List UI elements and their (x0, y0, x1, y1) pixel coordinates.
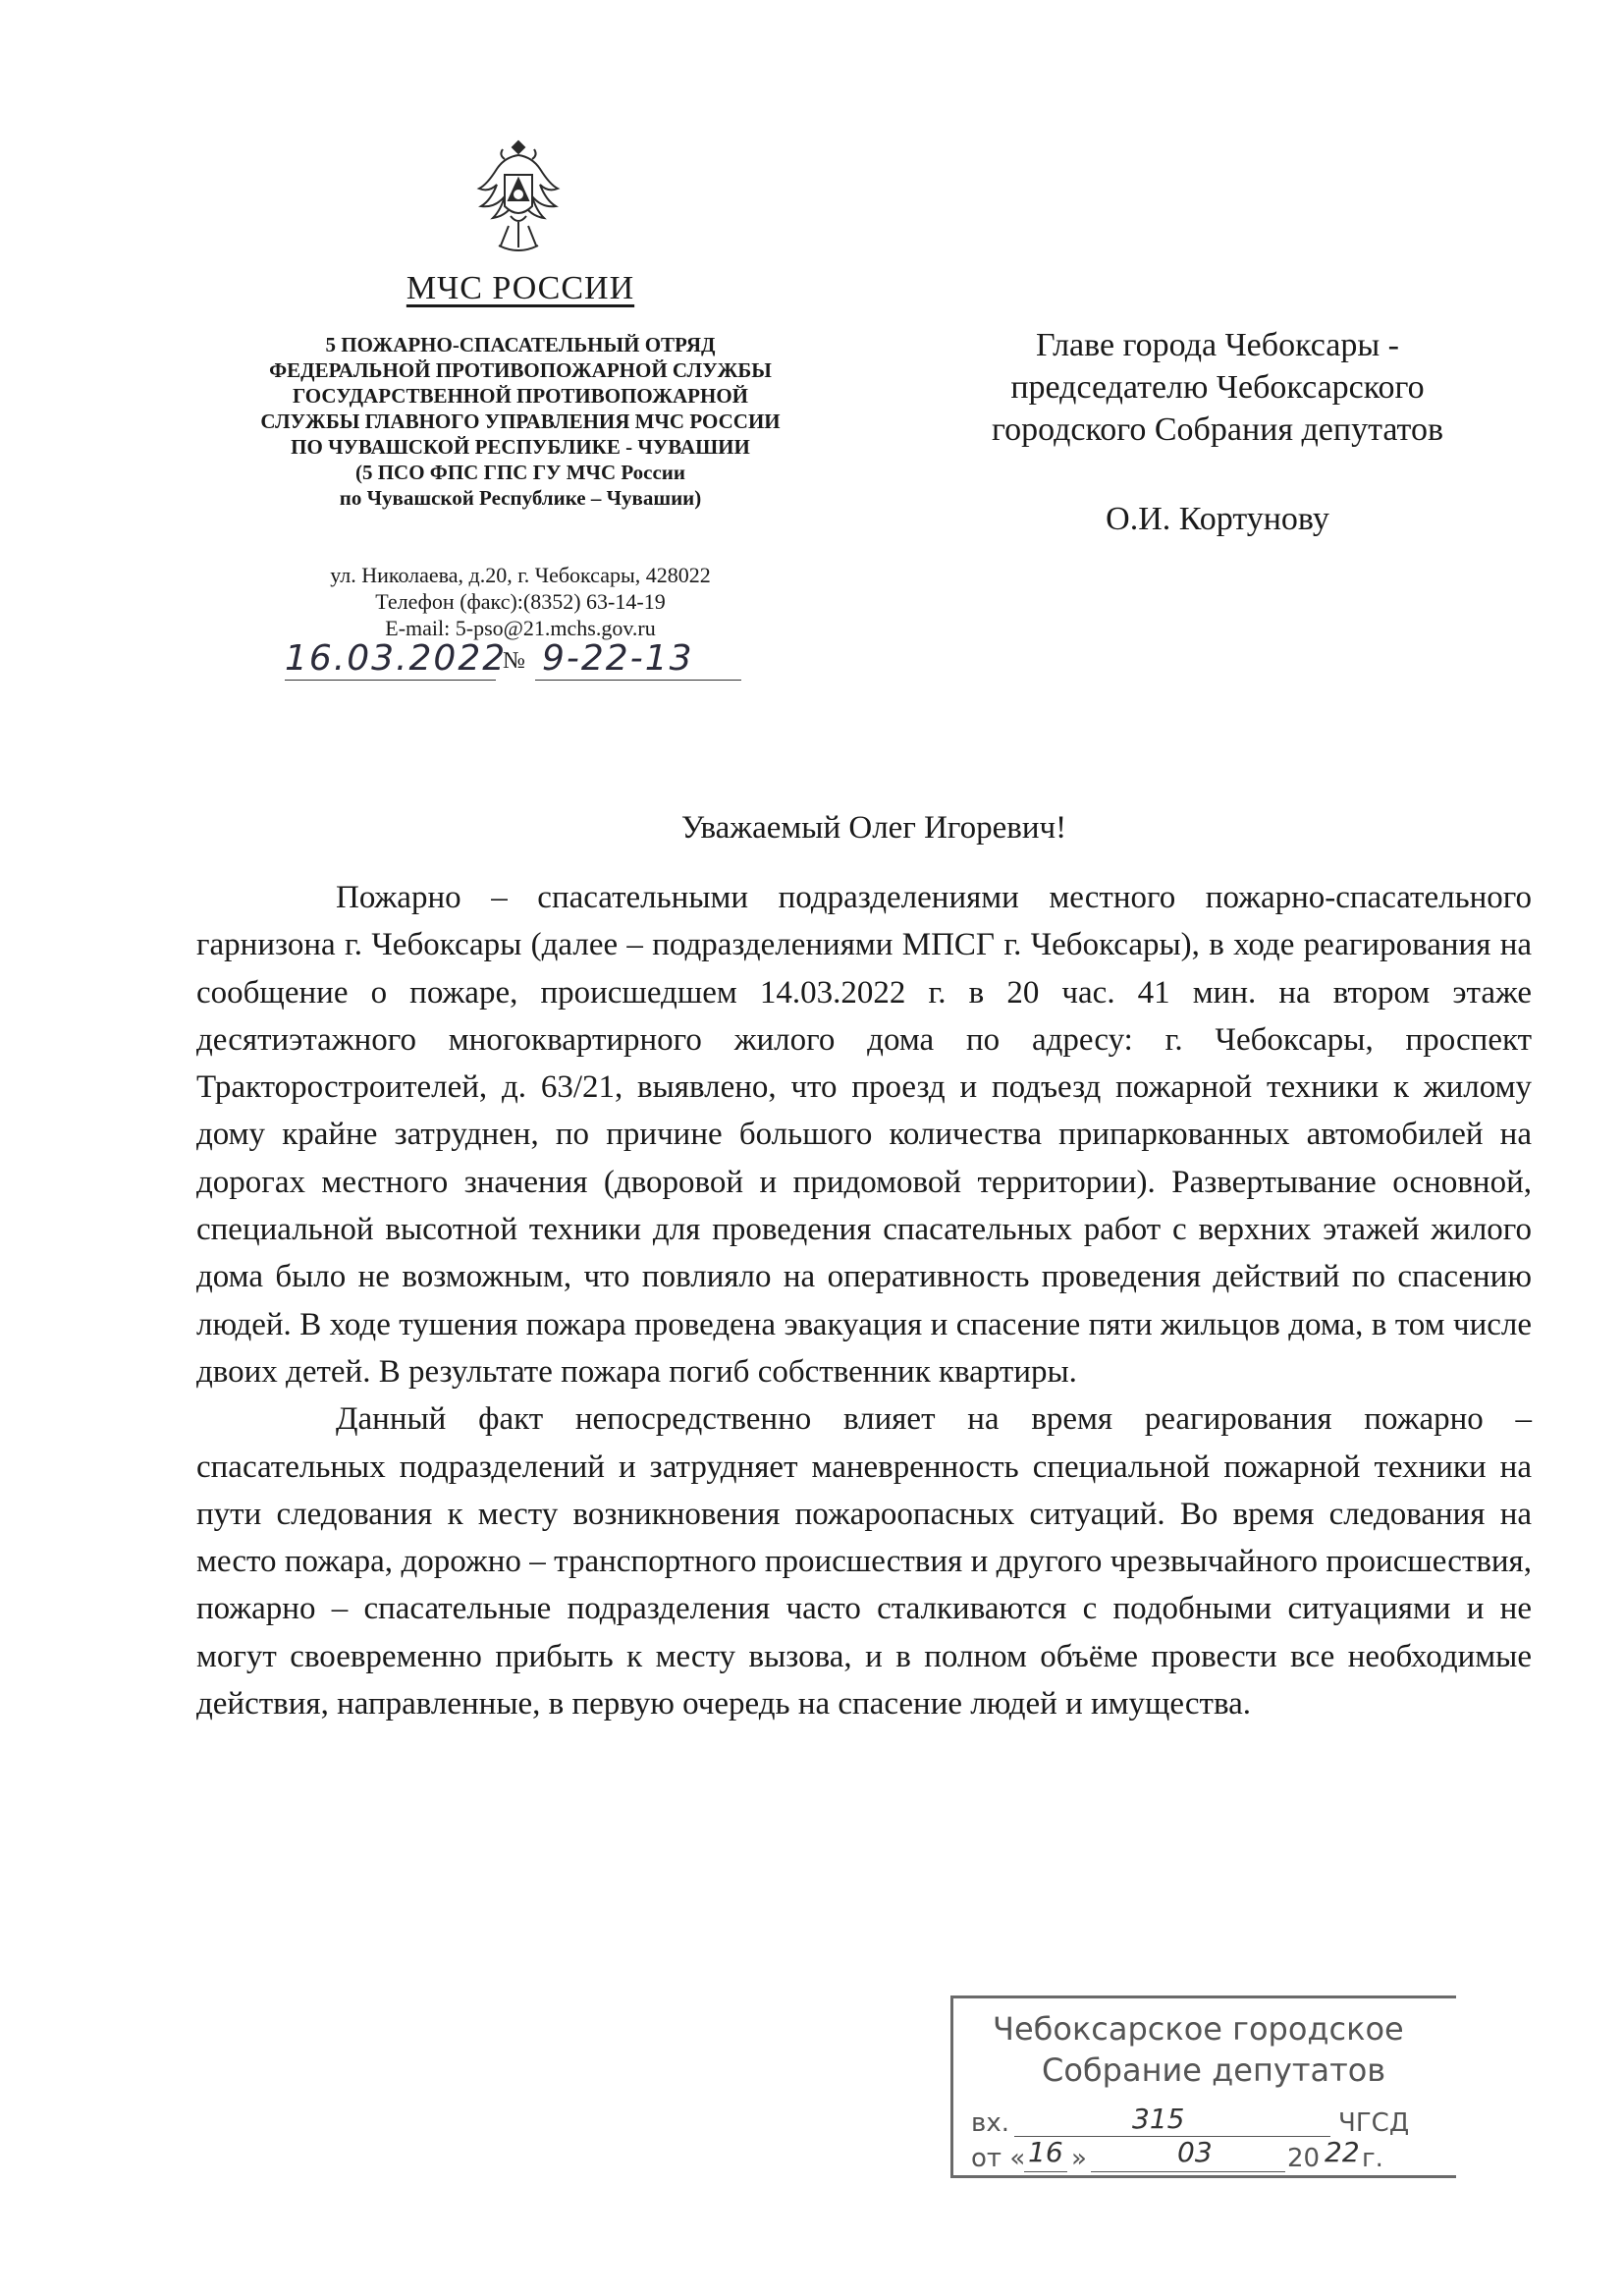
stamp-org-line: Чебоксарское городское (993, 2010, 1404, 2048)
org-line: СЛУЖБЫ ГЛАВНОГО УПРАВЛЕНИЯ МЧС РОССИИ (260, 410, 781, 433)
email: E-mail: 5-pso@21.mchs.gov.ru (385, 616, 656, 640)
contacts-block (245, 562, 795, 641)
greeting: Уважаемый Олег Игоревич! (680, 810, 1067, 846)
number-underline (535, 680, 741, 681)
stamp-year-unit: г. (1362, 2144, 1383, 2173)
body-paragraph: Данный факт непосредственно влияет на время реагирования пожарно – спасательных подразделений и затрудняет маневренность специальной пожарной техники на пути следования к месту возникновения пожароопасных ситуаций. Во время следования на место пожара, дорожно – транспортного происшествия и другого чрезвычайного происшествия, пожарно – спасательные подразделения часто сталкиваются с подобными ситуациями и не могут своевременно прибыть к месту вызова, и в полном объёме провести все необходимые действия, направленные, в первую очередь на спасение людей и имущества. (196, 1401, 1532, 1722)
addressee-line: Главе города Чебоксары - (1035, 327, 1400, 363)
stamp-day-close: » (1071, 2144, 1087, 2173)
org-line: (5 ПСО ФПС ГПС ГУ МЧС России (354, 461, 686, 484)
date-underline (285, 680, 496, 681)
incoming-registration-stamp (950, 1995, 1456, 2178)
stamp-year-prefix: 20 (1287, 2144, 1321, 2173)
stamp-month: 03 (1177, 2136, 1213, 2168)
phone: Телефон (факс):(8352) 63-14-19 (375, 589, 666, 614)
letter-body (196, 874, 1532, 1727)
org-line: по Чувашской Республике – Чувашии) (339, 486, 702, 510)
stamp-date-row (971, 2144, 1025, 2173)
stamp-incoming-row (971, 2108, 1009, 2138)
stamp-from-label: от « (971, 2144, 1026, 2173)
emercom-emblem-icon (469, 136, 568, 263)
stamp-month-fill-line (1091, 2171, 1285, 2172)
outgoing-registration (285, 638, 746, 687)
body-paragraph: Пожарно – спасательными подразделениями местного пожарно-спасательного гарнизона г. Чебоксары (далее – подразделениями МПСГ г. Чебоксары), в ходе реагирования на сообщение о пожаре, происшедшем 14.03.2022 г. в 20 час. 41 мин. на втором этаже десятиэтажного многоквартирного жилого дома по адресу: г. Чебоксары, проспект Тракторостроителей, д. 63/21, выявлено, что проезд и подъезд пожарной техники к жилому дому крайне затруднен, по причине большого количества припаркованных автомобилей на дорогах местного значения (дворовой и придомовой территории). Развертывание основной, специальной высотной техники для проведения спасательных работ с верхних этажей жилого дома было не возможным, что повлияло на оперативность проведения действий по спасению людей. В ходе тушения пожара проведена эвакуация и спасение пяти жильцов дома, в том числе двоих детей. В результате пожара погиб собственник квартиры. (196, 880, 1532, 1390)
stamp-in-label: вх. (971, 2108, 1009, 2138)
address: ул. Николаева, д.20, г. Чебоксары, 428022 (330, 563, 711, 587)
org-line: ГОСУДАРСТВЕННОЙ ПРОТИВОПОЖАРНОЙ (292, 384, 749, 408)
addressee-block (943, 324, 1492, 540)
org-title: МЧС РОССИИ (406, 270, 635, 306)
stamp-year-suffix: 22 (1325, 2136, 1360, 2168)
stamp-dept: ЧГСД (1338, 2108, 1410, 2138)
org-line: 5 ПОЖАРНО-СПАСАТЕЛЬНЫЙ ОТРЯД (325, 333, 716, 356)
stamp-day: 16 (1028, 2136, 1063, 2168)
addressee-line: городского Собрания депутатов (991, 411, 1444, 448)
stamp-day-fill-line (1024, 2171, 1067, 2172)
addressee-line: председателю Чебоксарского (1010, 369, 1425, 406)
addressee-name: О.И. Кортунову (1106, 501, 1329, 537)
registration-date: 16.03.2022 (285, 638, 508, 679)
number-sign: № (503, 648, 525, 674)
stamp-org-line: Собрание депутатов (1042, 2051, 1386, 2089)
org-line: ПО ЧУВАШСКОЙ РЕСПУБЛИКЕ - ЧУВАШИИ (291, 435, 750, 459)
stamp-in-number: 315 (1132, 2103, 1185, 2135)
org-name-block (196, 332, 844, 511)
registration-number: 9-22-13 (542, 638, 694, 679)
org-line: ФЕДЕРАЛЬНОЙ ПРОТИВОПОЖАРНОЙ СЛУЖБЫ (269, 358, 772, 382)
